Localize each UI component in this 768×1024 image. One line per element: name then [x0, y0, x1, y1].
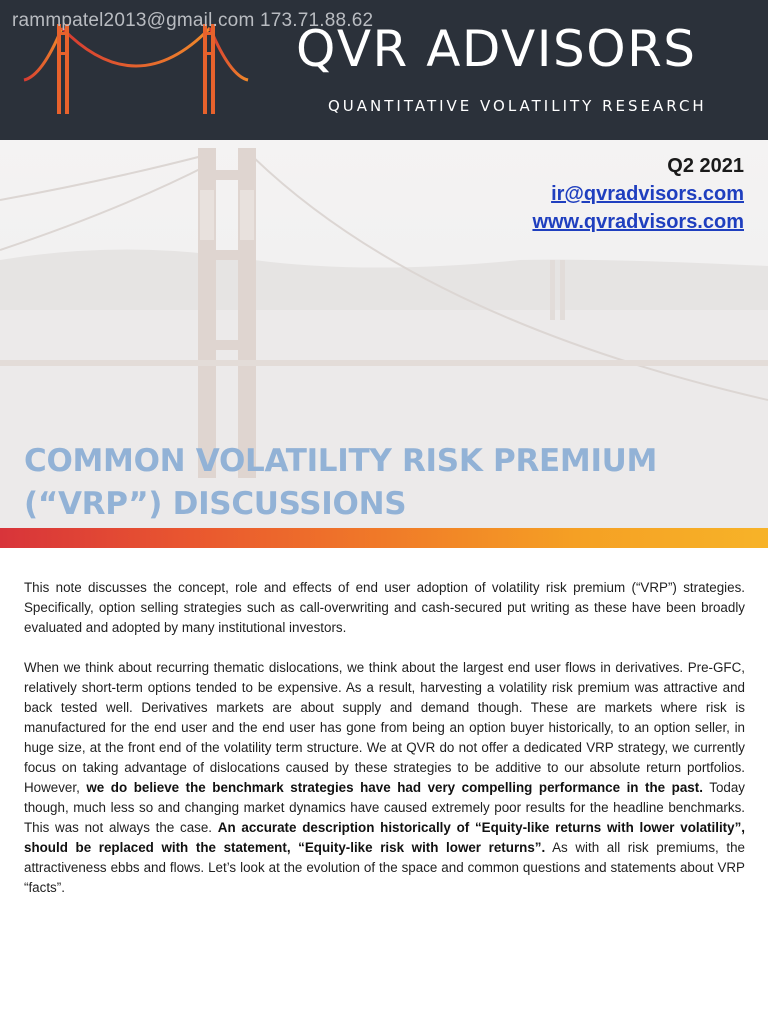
paragraph-text: Today though, much less so and changing market dynamics have caused extremely poor results for the headline benchmarks. This was not always the case. — [24, 780, 745, 835]
watermark: rammpatel2013@gmail.com 173.71.88.62 — [12, 10, 374, 31]
paragraph-text: When we think about recurring thematic dislocations, we think about the largest end user flows in derivatives. Pre-GFC, relatively short-term options tended to be expensive. As a result, harvesting a volatility risk premium was attractive and back tested well. Derivatives markets are about supply and demand though. These are markets where risk is manufactured for the end user and the end user has gone from being an option buyer historically, to an option seller, in huge size, at the front end of the volatility term structure. We at QVR do not offer a dedicated VRP strategy, we currently focus on taking advantage of dislocations caused by these strategies to be additive to our absolute return portfolios. However, — [24, 660, 745, 795]
dislocations-paragraph — [24, 658, 745, 898]
brand-name: QVR ADVISORS — [296, 20, 697, 78]
intro-paragraph: This note discusses the concept, role and effects of end user adoption of volatility risk premium (“VRP”) strategies. Specifically, option selling strategies such as call-overwriting and cash-secured put writing as these have been broadly evaluated and adopted by many institutional investors. — [24, 580, 745, 635]
report-title-line-2: (“VRP”) DISCUSSIONS — [24, 486, 407, 522]
report-meta — [532, 152, 744, 236]
suspension-bridge-icon — [22, 18, 250, 118]
accent-gradient-bar — [0, 528, 768, 548]
report-header — [0, 0, 768, 140]
website-link[interactable]: www.qvradvisors.com — [532, 211, 744, 233]
report-body — [24, 578, 745, 918]
email-link[interactable]: ir@qvradvisors.com — [551, 183, 744, 205]
emphasis-text: An accurate description historically of “Equity-like returns with lower volatility”, should be replaced with the statement, “Equity-like risk with lower returns”. — [24, 820, 745, 855]
brand-tagline: QUANTITATIVE VOLATILITY RESEARCH — [328, 97, 707, 115]
emphasis-text: we do believe the benchmark strategies have had very compelling performance in the past. — [86, 780, 703, 795]
report-title — [24, 440, 744, 526]
report-quarter: Q2 2021 — [667, 155, 744, 177]
hero-banner — [0, 140, 768, 528]
paragraph-text: As with all risk premiums, the attractiveness ebbs and flows. Let’s look at the evolution of the space and common questions and statements about VRP “facts”. — [24, 840, 745, 895]
report-title-line-1: COMMON VOLATILITY RISK PREMIUM — [24, 443, 658, 479]
